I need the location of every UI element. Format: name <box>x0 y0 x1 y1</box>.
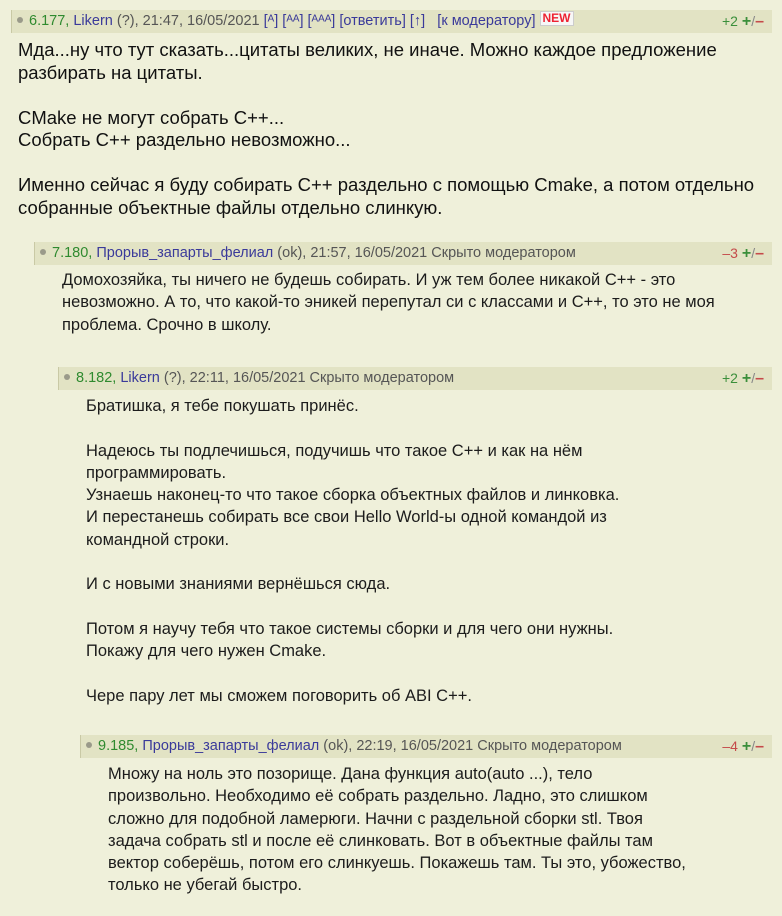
comment-number[interactable]: 8.182, <box>76 370 117 386</box>
score-value: –3 <box>722 245 738 261</box>
author-link[interactable]: Likern <box>120 370 160 386</box>
quote-level-3-link[interactable]: [ᴬᴬᴬ] <box>307 13 336 29</box>
bullet-icon <box>40 249 46 255</box>
hidden-by-moderator: Скрыто модератором <box>309 370 455 386</box>
new-badge: NEW <box>540 11 574 26</box>
hidden-by-moderator: Скрыто модератором <box>431 245 576 261</box>
hidden-by-moderator: Скрыто модератором <box>477 738 622 754</box>
bullet-icon <box>64 374 70 380</box>
vote-separator: / <box>751 370 756 386</box>
score-value: +2 <box>722 370 738 386</box>
comment-header <box>80 735 772 758</box>
vote-plus-button[interactable]: + <box>741 738 752 755</box>
reply-link[interactable]: [ответить] <box>339 13 406 29</box>
comment-number[interactable]: 6.177, <box>29 13 70 29</box>
score <box>722 10 764 33</box>
author-status: (?), <box>116 13 139 29</box>
comment-header <box>58 367 772 390</box>
author-status: (ok), <box>323 738 353 754</box>
vote-minus-button[interactable]: – <box>755 245 764 262</box>
timestamp: 22:19, 16/05/2021 <box>356 738 474 754</box>
vote-minus-button[interactable]: – <box>755 738 764 755</box>
author-link[interactable]: Прорыв_запарты_фелиал <box>142 738 320 754</box>
vote-minus-button[interactable]: – <box>755 370 764 387</box>
vote-separator: / <box>751 245 756 261</box>
vote-plus-button[interactable]: + <box>741 245 752 262</box>
score <box>722 735 764 758</box>
timestamp: 21:47, 16/05/2021 <box>142 13 260 29</box>
to-moderator-link[interactable]: [к модератору] <box>437 13 536 29</box>
bullet-icon <box>86 742 92 748</box>
comment-number[interactable]: 7.180, <box>52 245 93 261</box>
score <box>722 367 764 390</box>
parent-link[interactable]: [↑] <box>409 13 426 29</box>
vote-minus-button[interactable]: – <box>755 13 764 30</box>
vote-separator: / <box>751 13 756 29</box>
author-status: (ok), <box>277 245 307 261</box>
timestamp: 21:57, 16/05/2021 <box>310 245 428 261</box>
comment-header <box>34 242 772 265</box>
timestamp: 22:11, 16/05/2021 <box>189 370 306 386</box>
vote-separator: / <box>751 738 756 754</box>
comment-body: Множу на ноль это позорище. Дана функция auto(auto ...), тело произвольно. Необходимо её собрать раздельно. Ладно, это слишком сложно для подобной ламерюги. Начни с раздельной сборки stl. Твоя задача собрать stl и после её слинковать. Вот в объектные файлы там вектор соберёшь, потом его слинкуешь. Покажешь там. Ты это, убожество, только не убегай быстро. <box>108 765 686 895</box>
author-link[interactable]: Likern <box>73 13 113 29</box>
score <box>722 242 764 265</box>
score-value: +2 <box>722 13 738 29</box>
vote-plus-button[interactable]: + <box>741 13 752 30</box>
score-value: –4 <box>722 738 738 754</box>
author-status: (?), <box>163 370 186 386</box>
comment-number[interactable]: 9.185, <box>98 738 139 754</box>
comment-body: Домохозяйка, ты ничего не будешь собирать. И уж тем более никакой C++ - это невозможно. А то, что какой-то эникей перепутал си с классами и C++, то это не моя проблема. Срочно в школу. <box>62 271 715 334</box>
comment-body: Мда...ну что тут сказать...цитаты великих, не иначе. Можно каждое предложение разбирать на цитаты. CMake не могут собрать C++... Собрать C++ раздельно невозможно... Именно сейчас я буду собирать C++ раздельно с помощью Cmake, а потом отдельно собранные объектные файлы отдельно слинкую. <box>18 39 755 218</box>
vote-plus-button[interactable]: + <box>741 370 752 387</box>
bullet-icon <box>17 17 23 23</box>
comment-header <box>11 10 772 33</box>
comment-body: Братишка, я тебе покушать принёс. Надеюсь ты подлечишься, подучишь что такое C++ и как на нём программировать. Узнаешь наконец-то что такое сборка объектных файлов и линковка. И перестанешь собирать все свои Hello World-ы одной командой из командной строки. И с новыми знаниями вернёшься сюда. Потом я научу тебя что такое системы сборки и для чего они нужны. Покажу для чего нужен Cmake. Чере пару лет мы сможем поговорить об ABI C++. <box>86 397 620 705</box>
quote-level-1-link[interactable]: [ᴬ] <box>263 13 279 29</box>
quote-level-2-link[interactable]: [ᴬᴬ] <box>282 13 304 29</box>
author-link[interactable]: Прорыв_запарты_фелиал <box>96 245 274 261</box>
